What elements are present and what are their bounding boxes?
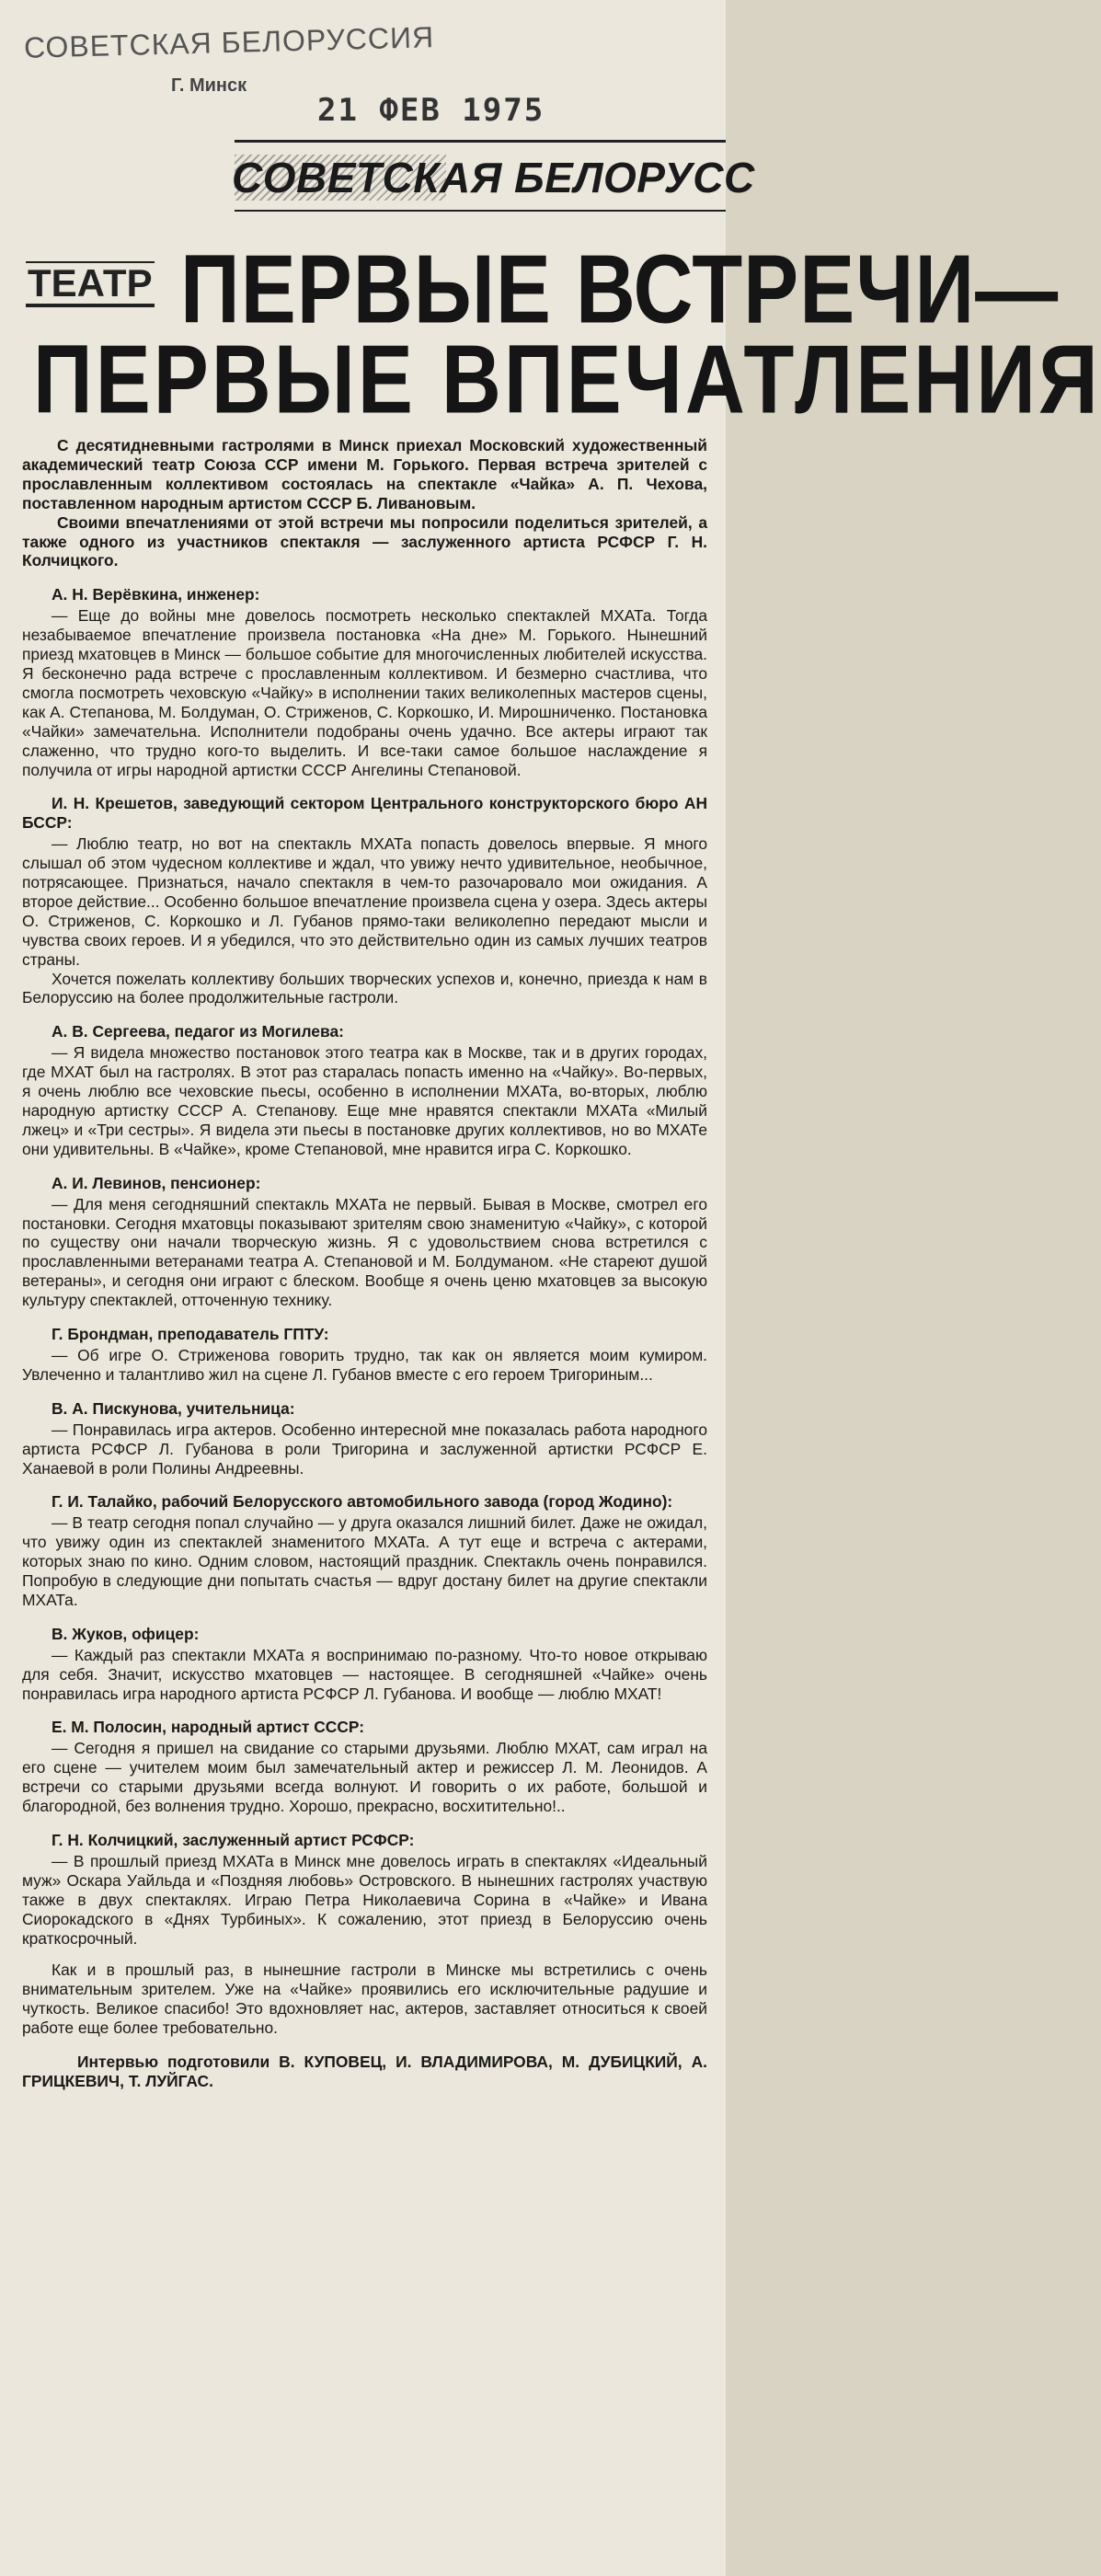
- interview-block: [22, 1625, 707, 1704]
- stamp-paper-name: СОВЕТСКАЯ БЕЛОРУССИЯ: [23, 20, 435, 64]
- speaker-quote: — Сегодня я пришел на свидание со старыми друзьями. Люблю МХАТ, сам играл на его сцене — учителем моим был замечательный актер и режиссер Л. М. Леонидов. А встречи со старыми друзьями всегда волнуют. И говорить о их работе, большой и благородной, без волнения трудно. Хорошо, прекрасно, восхитительно!..: [22, 1739, 707, 1816]
- speaker-name: А. Н. Верёвкина, инженер:: [52, 585, 260, 604]
- speaker-name: Е. М. Полосин, народный артист СССР:: [52, 1718, 365, 1737]
- speaker-name: А. В. Сергеева, педагог из Могилева:: [52, 1022, 344, 1041]
- speaker-quote: — Понравилась игра актеров. Особенно интересной мне показалась работа народного артиста РСФСР Л. Губанова в роли Тригорина и заслуженной артистки РСФСР Е. Ханаевой в роли Полины Андреевны.: [22, 1420, 707, 1478]
- article-credits: Интервью подготовили В. КУПОВЕЦ, И. ВЛАДИМИРОВА, М. ДУБИЦКИЙ, А. ГРИЦКЕВИЧ, Т. ЛУЙГАС.: [22, 2053, 707, 2090]
- interview-block: [22, 585, 707, 779]
- interview-block: [22, 1831, 707, 1948]
- speaker-name: В. Жуков, офицер:: [52, 1624, 200, 1643]
- headline-line-1: ПЕРВЫЕ ВСТРЕЧИ—: [180, 236, 1060, 345]
- interview-block: [22, 1325, 707, 1385]
- speaker-quote: Хочется пожелать коллективу больших творческих успехов и, конечно, приезда к нам в Белоруссию на более продолжительные гастроли.: [22, 969, 707, 1007]
- interview-block: [22, 1492, 707, 1609]
- interview-block: [22, 1399, 707, 1478]
- masthead-top-rule: [235, 140, 726, 143]
- speaker-quote: — В прошлый приезд МХАТа в Минск мне довелось играть в спектаклях «Идеальный муж» Оскара Уайльда и «Поздняя любовь» Островского. В нынешних гастролях участвую также в двух спектаклях. Играю Петра Николаевича Сорина в «Чайке» и Ивана Сиорокадского в «Днях Турбиных». К сожалению, этот приезд в Белоруссию очень краткосрочный.: [22, 1851, 707, 1948]
- masthead-bottom-rule: [235, 210, 726, 212]
- speaker-name: Г. И. Талайко, рабочий Белорусского автомобильного завода (город Жодино):: [52, 1492, 673, 1512]
- interview-block: [22, 794, 707, 969]
- speaker-name: В. А. Пискунова, учительница:: [52, 1398, 295, 1418]
- rubric-label: ТЕАТР: [26, 261, 155, 307]
- article-body: [22, 436, 707, 2091]
- interview-block: [22, 1174, 707, 1310]
- speaker-name: Г. Н. Колчицкий, заслуженный артист РСФСР:: [52, 1831, 415, 1849]
- speaker-quote: — Еще до войны мне довелось посмотреть несколько спектаклей МХАТа. Тогда незабываемое впечатление произвела постановка «На дне» М. Горького. Нынешний приезд мхатовцев в Минск — большое событие для многочисленных любителей искусства. Я бесконечно рада встрече с прославленным коллективом. И безмерно счастлива, что смогла посмотреть чеховскую «Чайку» в исполнении таких великолепных мастеров сцены, как А. Степанова, М. Болдуман, О. Стриженов, С. Коркошко, И. Мирошниченко. Постановка «Чайки» замечательна. Исполнители подобраны очень удачно. Все актеры играют так слаженно, что трудно кого-то выделить. И все-таки самое большое наслаждение я получила от игры народной артистки СССР Ангелины Степановой.: [22, 606, 707, 779]
- interview-block: [22, 1022, 707, 1158]
- speaker-name: Г. Брондман, преподаватель ГПТУ:: [52, 1325, 329, 1344]
- newspaper-masthead: СОВЕТСКАЯ БЕЛОРУСС: [232, 154, 755, 201]
- speaker-quote: — Люблю театр, но вот на спектакль МХАТа попасть довелось впервые. Я много слышал об этом чудесном коллективе и ждал, что увижу нечто удивительное, необычное, потрясающее. Признаться, начало спектакля в чем-то разочаровало мои ожидания. А второе действие... Особенно большое впечатление произвела сцена у озера. Здесь актеры О. Стриженов, С. Коркошко и Л. Губанов прямо-таки великолепно передают мысли и чувства своих героев. И я убедился, что это действительно один из самых лучших театров страны.: [22, 834, 707, 969]
- speaker-quote: — Каждый раз спектакли МХАТа я воспринимаю по-разному. Что-то новое открываю для себя. Значит, искусство мхатовцев — настоящее. В сегодняшней «Чайке» очень понравилась игра народного артиста РСФСР Л. Губанова. И вообще — люблю МХАТ!: [22, 1645, 707, 1703]
- headline-line-2: ПЕРВЫЕ ВПЕЧАТЛЕНИЯ: [33, 326, 1101, 435]
- speaker-quote: — Об игре О. Стриженова говорить трудно, так как он является моим кумиром. Увлеченно и талантливо жил на сцене Л. Губанов вместе с его героем Тригориным...: [22, 1345, 707, 1384]
- interview-block: [22, 970, 707, 1008]
- article-lead: [22, 436, 707, 570]
- speaker-quote: — В театр сегодня попал случайно — у друга оказался лишний билет. Даже не ожидал, что увижу один из спектаклей знаменитого МХАТа. А тут еще и встреча с актерами, которых знаю по кино. Одним словом, настоящий праздник. Спектакль очень понравился. Попробую в следующие дни попытать счастья — вдруг достану билет на другие спектакли МХАТа.: [22, 1513, 707, 1609]
- speaker-name: И. Н. Крешетов, заведующий сектором Центрального конструкторского бюро АН БССР:: [22, 794, 707, 833]
- stamp-city: Г. Минск: [171, 75, 247, 96]
- speaker-quote: — Я видела множество постановок этого театра как в Москве, так и в других городах, где МХАТ был на гастролях. В этот раз старалась попасть именно на «Чайку». Во-первых, я очень люблю все чеховские пьесы, особенно в исполнении МХАТа, во-вторых, люблю народную артистку СССР А. Степанову. Еще мне нравятся спектакли МХАТа «Милый лжец» и «Три сестры». Я видела эти пьесы в постановке других коллективов, но во МХАТе они удивительны. В «Чайке», кроме Степановой, мне нравится игра С. Коркошко.: [22, 1043, 707, 1158]
- speaker-name: А. И. Левинов, пенсионер:: [52, 1173, 261, 1192]
- speaker-quote: — Для меня сегодняшний спектакль МХАТа не первый. Бывая в Москве, смотрел его постановки. Сегодня мхатовцы показывают зрителям свою знаменитую «Чайку», с которой по существу они начали творческую жизнь. Я с удовольствием снова встретился с прославленными ветеранами театра А. Степановой и М. Болдуманом. «Не стареют душой ветераны», и сегодня они играют с блеском. Вообще я очень ценю мхатовцев за высокую культуру спектаклей, отточенную технику.: [22, 1194, 707, 1310]
- lead-paragraph: С десятидневными гастролями в Минск приехал Московский художественный академический театр Союза ССР имени М. Горького. Первая встреча зрителей с прославленным коллективом состоялась на спектакле «Чайка» А. П. Чехова, поставленном народным артистом СССР Б. Ливановым.: [22, 436, 707, 512]
- lead-paragraph: Своими впечатлениями от этой встречи мы попросили поделиться зрителей, а также одного из участников спектакля — заслуженного артиста РСФСР Г. Н. Колчицкого.: [22, 512, 707, 570]
- closing-paragraph: Как и в прошлый раз, в нынешние гастроли в Минске мы встретились с очень внимательным зрителем. Уже на «Чайке» проявились его исключительные радушие и чуткость. Великое спасибо! Это вдохновляет нас, актеров, заставляет относиться к своей работе еще более требовательно.: [22, 1961, 707, 2038]
- stamp-date: 21 ФЕВ 1975: [317, 92, 545, 129]
- interview-block: [22, 1718, 707, 1816]
